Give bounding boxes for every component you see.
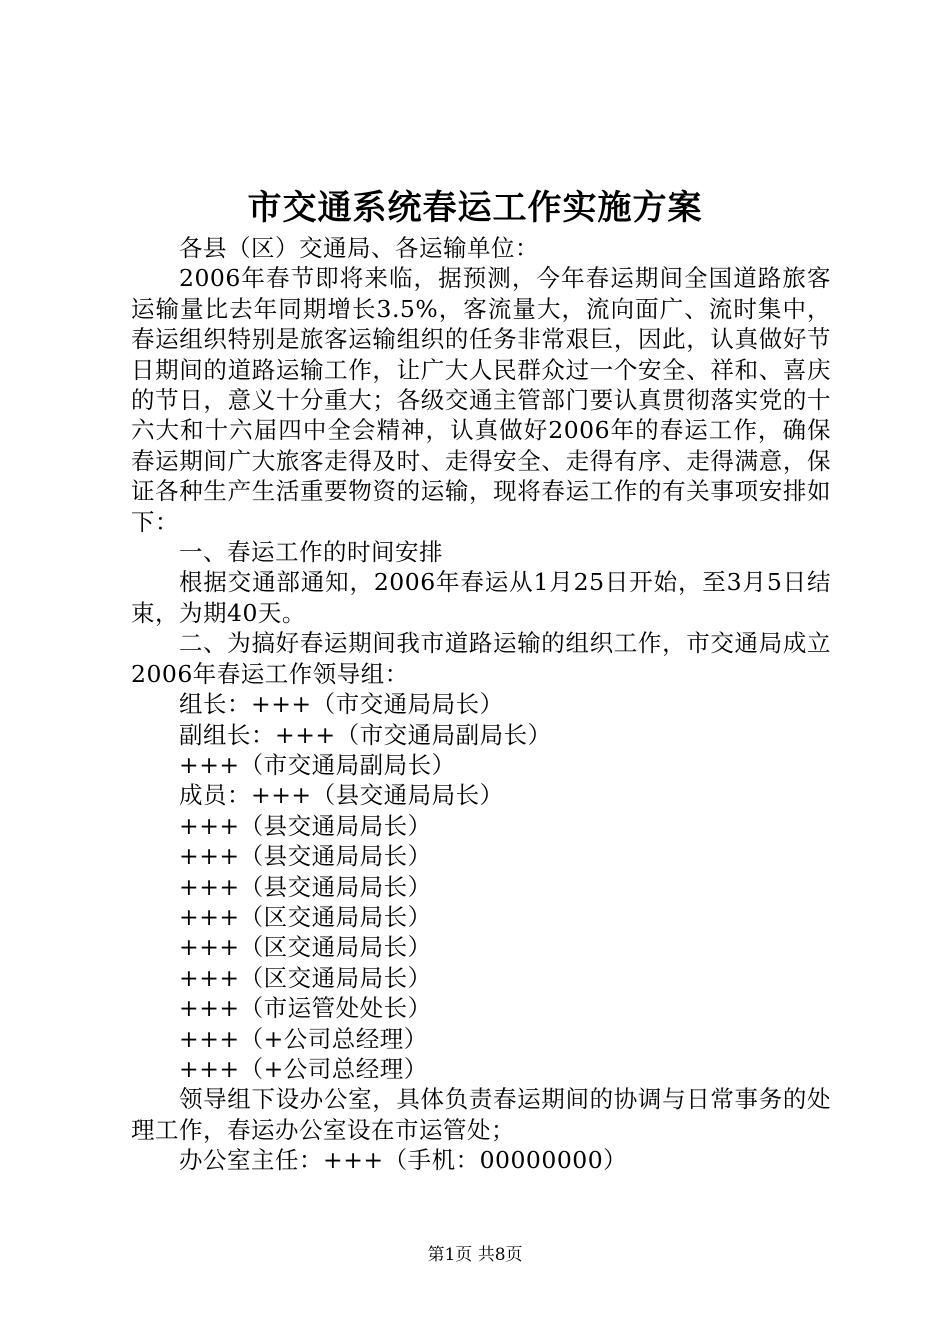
member-line: +++（区交通局局长） (179, 902, 432, 931)
section-2-heading: 二、为搞好春运期间我市道路运输的组织工作，市交通局成立2006年春运工作领导组： (131, 629, 831, 688)
section-1-heading: 一、春运工作的时间安排 (179, 538, 443, 567)
document-title: 市交通系统春运工作实施方案 (247, 188, 703, 228)
member-line: 组长：+++（市交通局局长） (179, 690, 504, 719)
member-line: +++（区交通局局长） (179, 963, 432, 992)
member-line: +++（+公司总经理） (179, 1024, 428, 1053)
document-body (131, 233, 831, 1176)
office-paragraph: 领导组下设办公室，具体负责春运期间的协调与日常事务的处理工作，春运办公室设在市运管处； (131, 1085, 831, 1144)
member-line: +++（+公司总经理） (179, 1054, 428, 1083)
member-line: 副组长：+++（市交通局副局长） (179, 720, 552, 749)
member-line: +++（县交通局局长） (179, 872, 432, 901)
page-number-footer: 第1页 共8页 (427, 1245, 523, 1265)
section-1-body: 根据交通部通知，2006年春运从1月25日开始，至3月5日结束，为期40天。 (131, 568, 831, 627)
member-line: +++（县交通局局长） (179, 811, 432, 840)
office-director-line: 办公室主任：+++（手机：00000000） (179, 1146, 628, 1175)
member-line: +++（市交通局副局长） (179, 750, 456, 779)
salutation: 各县（区）交通局、各运输单位： (179, 234, 539, 262)
member-line: 成员：+++（县交通局局长） (179, 781, 504, 810)
member-line: +++（县交通局局长） (179, 842, 432, 871)
member-line: +++（市运管处处长） (179, 994, 432, 1023)
intro-paragraph: 2006年春节即将来临，据预测，今年春运期间全国道路旅客运输量比去年同期增长3.5%，客流量大，流向面广、流时集中，春运组织特别是旅客运输组织的任务非常艰巨，因此，认真做好节日期间的道路运输工作，让广大人民群众过一个安全、祥和、喜庆的节日，意义十分重大；各级交通主管部门要认真贯彻落实党的十六大和十六届四中全会精神，认真做好2006年的春运工作，确保春运期间广大旅客走得及时、走得安全、走得有序、走得满意，保证各种生产生活重要物资的运输，现将春运工作的有关事项安排如下： (131, 264, 831, 536)
member-line: +++（区交通局局长） (179, 933, 432, 962)
